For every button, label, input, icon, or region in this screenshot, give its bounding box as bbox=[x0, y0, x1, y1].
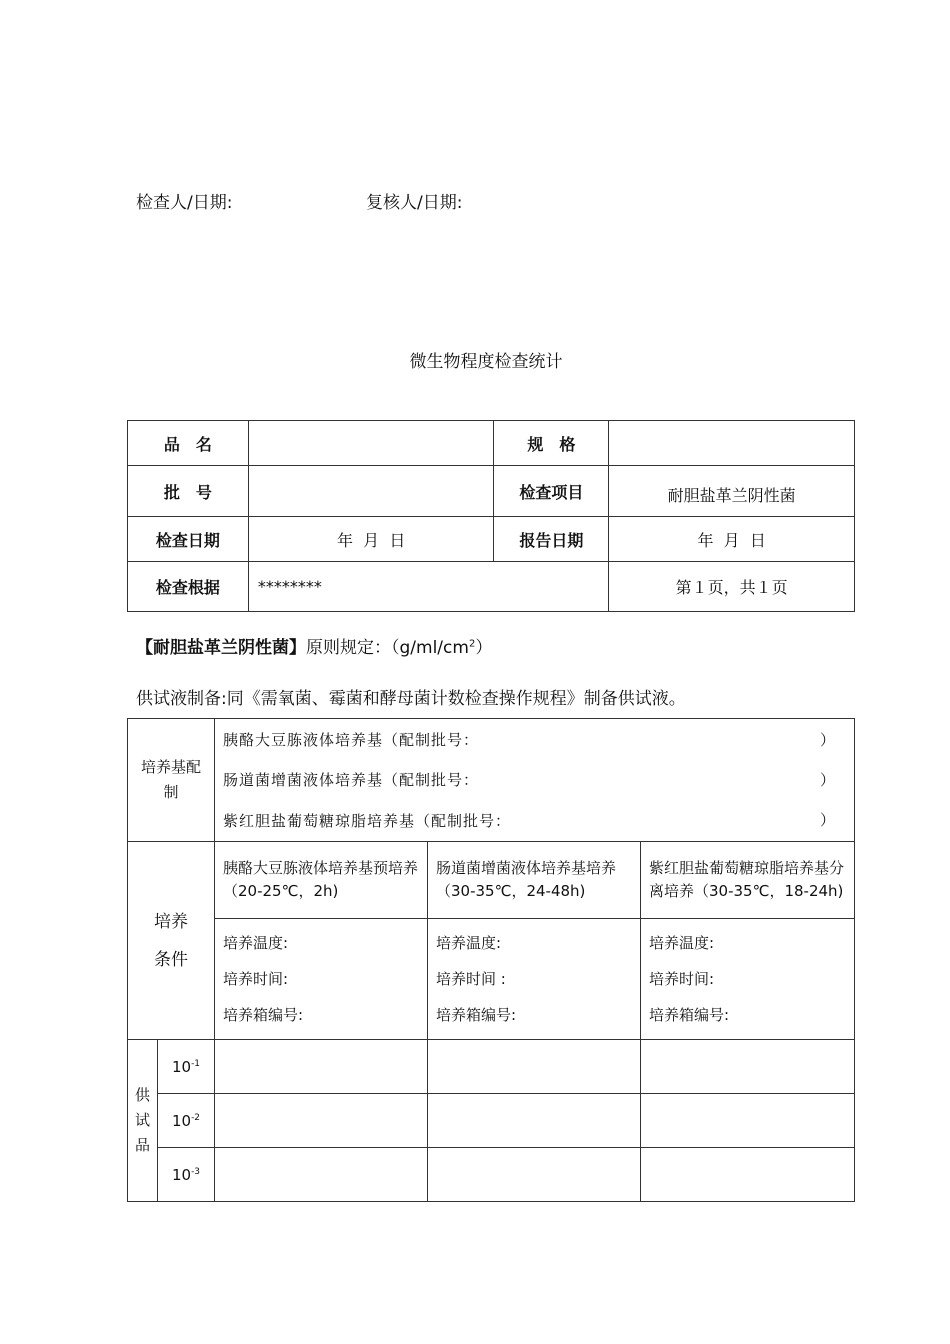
temp-field-2: 培养温度: bbox=[436, 934, 502, 952]
check-item-value[interactable]: 耐胆盐革兰阴性菌 bbox=[609, 466, 855, 517]
batch-label: 批 号 bbox=[128, 466, 249, 517]
result-cell-2-1[interactable] bbox=[215, 1094, 428, 1148]
result-cell-2-3[interactable] bbox=[641, 1094, 855, 1148]
dilution-row-3-label bbox=[158, 1148, 215, 1202]
media-prep-label: 培养基配制 bbox=[128, 719, 215, 842]
standard-rule bbox=[136, 633, 492, 658]
check-item-label: 检查项目 bbox=[494, 466, 609, 517]
batch-value[interactable] bbox=[248, 466, 494, 517]
media-2-text: 肠道菌增菌液体培养基（配制批号： bbox=[223, 770, 480, 789]
rule-unit-exponent: 2 bbox=[468, 638, 476, 650]
inspector-signoff: 检查人/日期: bbox=[136, 193, 233, 213]
culture-conditions-label: 培养条件 bbox=[128, 842, 215, 1040]
culture-record-table bbox=[127, 718, 855, 1202]
product-name-label: 品 名 bbox=[128, 421, 249, 466]
sample-label-text: 供试品 bbox=[134, 1086, 150, 1154]
condition-col-1-fields[interactable] bbox=[215, 919, 428, 1040]
dilution-1-exp: -1 bbox=[191, 1058, 201, 1069]
spec-value[interactable] bbox=[609, 421, 855, 466]
basis-value[interactable]: ******** bbox=[248, 562, 608, 612]
media-2-close: ） bbox=[820, 771, 837, 789]
dilution-3-exp: -3 bbox=[191, 1166, 201, 1177]
condition-col-2-head: 肠道菌增菌液体培养基培养（30-35℃，24-48h) bbox=[428, 842, 641, 919]
check-date-label: 检查日期 bbox=[128, 517, 249, 562]
dilution-2-exp: -2 bbox=[191, 1112, 201, 1123]
result-cell-3-1[interactable] bbox=[215, 1148, 428, 1202]
temp-field-1: 培养温度: bbox=[223, 934, 289, 952]
incubator-field-3: 培养箱编号: bbox=[649, 1006, 730, 1024]
spec-label: 规 格 bbox=[494, 421, 609, 466]
dilution-1-base: 10 bbox=[171, 1057, 192, 1076]
result-cell-1-1[interactable] bbox=[215, 1040, 428, 1094]
media-3-close: ） bbox=[820, 811, 837, 829]
rule-close: ） bbox=[475, 638, 493, 658]
dilution-2-base: 10 bbox=[171, 1111, 192, 1130]
media-row-1[interactable] bbox=[215, 719, 855, 760]
condition-col-3-head: 紫红胆盐葡萄糖琼脂培养基分离培养（30-35℃，18-24h) bbox=[641, 842, 855, 919]
rule-text: 原则规定：（g/ml/cm bbox=[306, 638, 469, 658]
report-date-value[interactable]: 年 月 日 bbox=[609, 517, 855, 562]
incubator-field-2: 培养箱编号: bbox=[436, 1006, 517, 1024]
time-field-1: 培养时间: bbox=[223, 970, 289, 988]
sample-label bbox=[128, 1040, 158, 1202]
check-date-value[interactable]: 年 月 日 bbox=[248, 517, 494, 562]
result-cell-2-2[interactable] bbox=[428, 1094, 641, 1148]
dilution-3-base: 10 bbox=[171, 1165, 192, 1184]
temp-field-3: 培养温度: bbox=[649, 934, 715, 952]
result-cell-3-2[interactable] bbox=[428, 1148, 641, 1202]
rule-heading: 【耐胆盐革兰阴性菌】 bbox=[136, 638, 306, 658]
condition-col-2-fields[interactable] bbox=[428, 919, 641, 1040]
basis-label: 检查根据 bbox=[128, 562, 249, 612]
media-1-text: 胰酪大豆胨液体培养基（配制批号： bbox=[223, 730, 480, 749]
product-info-table bbox=[127, 420, 855, 612]
incubator-field-1: 培养箱编号: bbox=[223, 1006, 304, 1024]
media-3-text: 紫红胆盐葡萄糖琼脂培养基（配制批号： bbox=[223, 811, 512, 830]
reviewer-signoff: 复核人/日期: bbox=[366, 193, 463, 213]
result-cell-1-2[interactable] bbox=[428, 1040, 641, 1094]
report-date-label: 报告日期 bbox=[494, 517, 609, 562]
product-name-value[interactable] bbox=[248, 421, 494, 466]
result-cell-3-3[interactable] bbox=[641, 1148, 855, 1202]
media-row-2[interactable] bbox=[215, 759, 855, 799]
dilution-row-1-label bbox=[158, 1040, 215, 1094]
document-title: 微生物程度检查统计 bbox=[409, 352, 563, 372]
solution-prep-note: 供试液制备:同《需氧菌、霉菌和酵母菌计数检查操作规程》制备供试液。 bbox=[136, 689, 686, 709]
media-1-close: ） bbox=[820, 731, 837, 749]
media-row-3[interactable] bbox=[215, 799, 855, 842]
page-indicator: 第１页，共１页 bbox=[609, 562, 855, 612]
time-field-3: 培养时间: bbox=[649, 970, 715, 988]
condition-col-3-fields[interactable] bbox=[641, 919, 855, 1040]
time-field-2: 培养时间 : bbox=[436, 970, 506, 988]
result-cell-1-3[interactable] bbox=[641, 1040, 855, 1094]
dilution-row-2-label bbox=[158, 1094, 215, 1148]
condition-col-1-head: 胰酪大豆胨液体培养基预培养（20-25℃，2h) bbox=[215, 842, 428, 919]
